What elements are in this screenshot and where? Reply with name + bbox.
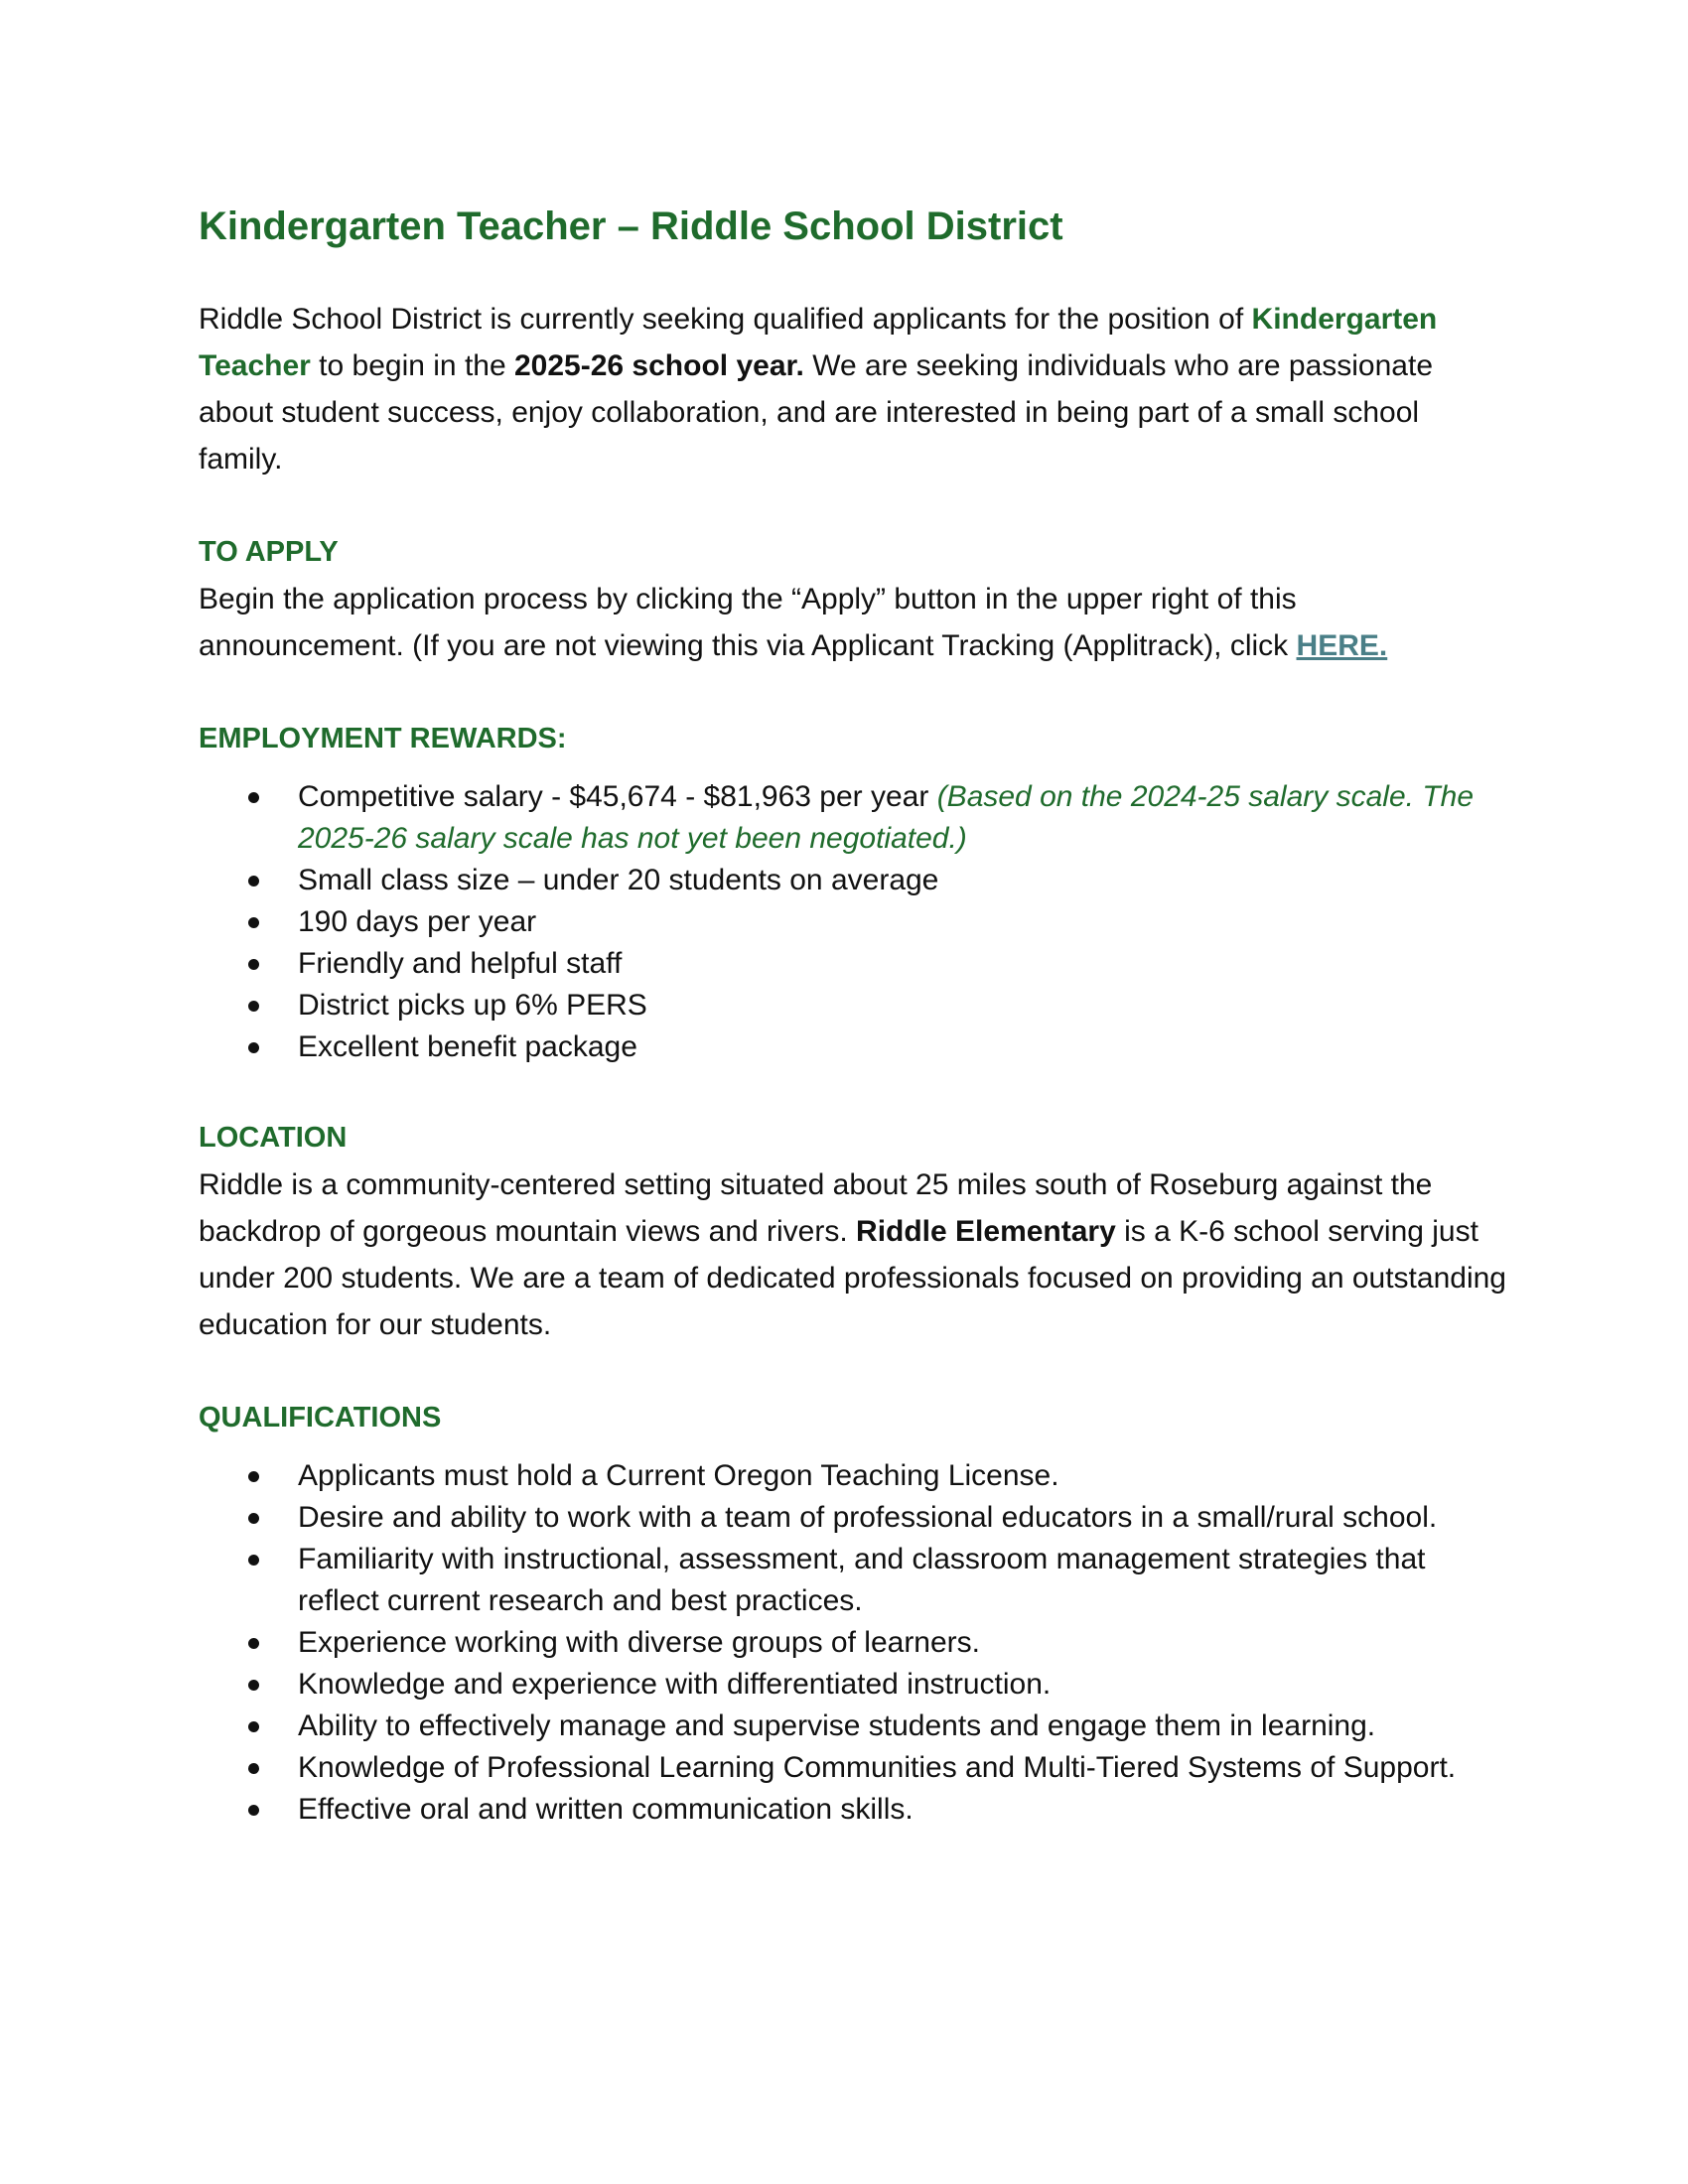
bullet-icon (248, 792, 259, 803)
bullet-icon (248, 1513, 259, 1524)
bullet-icon (248, 1638, 259, 1649)
intro-text-3: We are seeking individuals who are passionate about student success, enjoy collaboration, and are interested in being part of a small school family. (199, 349, 1434, 476)
school-name: Riddle Elementary (856, 1215, 1116, 1248)
list-item-text: Small class size – under 20 students on average (298, 864, 939, 896)
apply-here-link[interactable]: HERE. (1296, 629, 1388, 662)
bullet-icon (248, 1555, 259, 1566)
list-item (199, 776, 1509, 860)
bullet-icon (248, 1763, 259, 1774)
rewards-list (199, 776, 1509, 1068)
page-title: Kindergarten Teacher – Riddle School District (199, 205, 1063, 248)
apply-paragraph (199, 576, 1509, 669)
school-year: 2025-26 school year. (514, 349, 804, 382)
list-item (199, 985, 1509, 1026)
bullet-icon (248, 1042, 259, 1053)
list-item (199, 1497, 1509, 1539)
bullet-icon (248, 1805, 259, 1816)
location-text-1: Riddle is a community-centered setting situated about 25 miles south of Roseburg against the backdrop of gorgeous mountain views and rivers. (199, 1168, 1433, 1248)
list-item-text: Applicants must hold a Current Oregon Teaching License. (298, 1459, 1059, 1492)
bullet-icon (248, 1721, 259, 1732)
intro-text-2: to begin in the (310, 349, 514, 382)
rewards-heading: EMPLOYMENT REWARDS: (199, 723, 567, 754)
intro-paragraph (199, 296, 1509, 482)
list-item (199, 1455, 1509, 1497)
list-item (199, 1026, 1509, 1068)
list-item-text: Excellent benefit package (298, 1030, 637, 1063)
location-paragraph (199, 1161, 1509, 1348)
qualifications-list (199, 1455, 1509, 1831)
list-item-text: Knowledge and experience with differentiated instruction. (298, 1668, 1052, 1701)
qualifications-heading: QUALIFICATIONS (199, 1402, 442, 1433)
bullet-icon (248, 959, 259, 970)
bullet-icon (248, 917, 259, 928)
list-item (199, 1622, 1509, 1664)
bullet-icon (248, 1471, 259, 1482)
list-item-text: Experience working with diverse groups of learners. (298, 1626, 980, 1659)
bullet-icon (248, 876, 259, 887)
list-item-text: Desire and ability to work with a team of professional educators in a small/rural school. (298, 1501, 1438, 1534)
list-item (199, 1789, 1509, 1831)
list-item (199, 860, 1509, 901)
salary-text: Competitive salary - $45,674 - $81,963 per year (298, 780, 937, 813)
list-item (199, 1747, 1509, 1789)
list-item (199, 1539, 1509, 1622)
list-item-text: 190 days per year (298, 905, 537, 938)
list-item-text: Ability to effectively manage and supervise students and engage them in learning. (298, 1709, 1376, 1742)
list-item-text: Knowledge of Professional Learning Communities and Multi-Tiered Systems of Support. (298, 1751, 1457, 1784)
list-item-text: Friendly and helpful staff (298, 947, 623, 980)
bullet-icon (248, 1680, 259, 1691)
position-name: Kindergarten Teacher (199, 303, 1438, 382)
intro-text-1: Riddle School District is currently seeking qualified applicants for the position of (199, 303, 1252, 336)
location-text-2: is a K-6 school serving just under 200 students. We are a team of dedicated professionals focused on providing an outstanding education for our students. (199, 1215, 1506, 1341)
salary-note: (Based on the 2024-25 salary scale. The 2025-26 salary scale has not yet been negotiated.) (298, 780, 1475, 855)
apply-heading: TO APPLY (199, 536, 339, 568)
list-item (199, 943, 1509, 985)
document-page (199, 199, 1509, 1831)
list-item (199, 901, 1509, 943)
list-item-text: Familiarity with instructional, assessment, and classroom management strategies that reflect current research and best practices. (298, 1543, 1426, 1617)
list-item (199, 1664, 1509, 1706)
apply-text: Begin the application process by clicking the “Apply” button in the upper right of this announcement. (If you are not viewing this via Applicant Tracking (Applitrack), click (199, 583, 1297, 662)
location-heading: LOCATION (199, 1122, 348, 1154)
bullet-icon (248, 1001, 259, 1012)
list-item (199, 1706, 1509, 1747)
list-item-text: Effective oral and written communication skills. (298, 1793, 914, 1826)
list-item-text: District picks up 6% PERS (298, 989, 647, 1022)
